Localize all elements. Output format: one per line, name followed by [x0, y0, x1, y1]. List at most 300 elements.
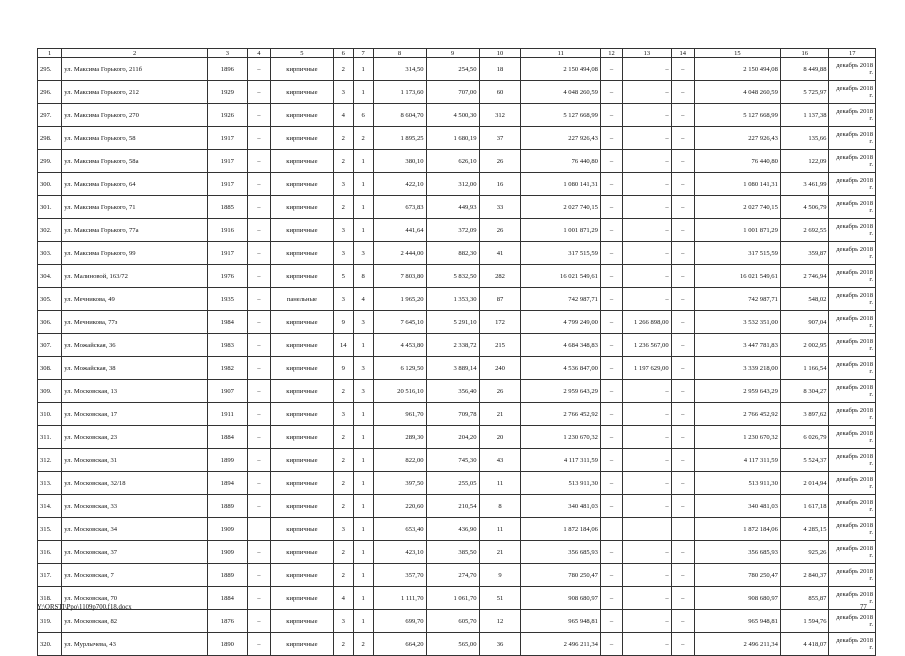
- cell-wall-material: кирпичные: [270, 104, 333, 127]
- cell-address: ул. Максима Горького, 212: [62, 81, 208, 104]
- cell-fund-cost: –: [600, 541, 622, 564]
- cell-entrances: 1: [353, 150, 373, 173]
- column-header: 5: [270, 49, 333, 58]
- cell-wall-material: кирпичные: [270, 587, 333, 610]
- cell-address: ул. Московская, 34: [62, 518, 208, 541]
- table-row: [38, 587, 876, 610]
- cell-planned-date: декабрь 2018 г.: [829, 380, 876, 403]
- cell-living-area: 274,70: [426, 564, 479, 587]
- cell-year-built: 1889: [208, 564, 248, 587]
- cell-entrances: 1: [353, 610, 373, 633]
- column-header: 7: [353, 49, 373, 58]
- cell-year-built: 1909: [208, 518, 248, 541]
- cell-living-area: 745,30: [426, 449, 479, 472]
- column-header: 4: [247, 49, 270, 58]
- cell-budget-cost: –: [623, 150, 672, 173]
- cell-planned-date: декабрь 2018 г.: [829, 357, 876, 380]
- cell-owner-cost: –: [671, 311, 694, 334]
- cell-owner-funds: 742 987,71: [694, 288, 780, 311]
- cell-cost-per-sqm: 2 840,37: [780, 564, 829, 587]
- cell-total-cost: 2 766 452,92: [521, 403, 600, 426]
- table-row: [38, 265, 876, 288]
- cell-budget-cost: –: [623, 633, 672, 656]
- cell-year-reconstruction: –: [247, 104, 270, 127]
- cell-budget-cost: 1 197 629,00: [623, 357, 672, 380]
- cell-planned-date: декабрь 2018 г.: [829, 403, 876, 426]
- cell-year-built: 1911: [208, 403, 248, 426]
- cell-address: ул. Можайская, 36: [62, 334, 208, 357]
- cell-budget-cost: –: [623, 610, 672, 633]
- cell-owner-cost: –: [671, 403, 694, 426]
- cell-owner-funds: 3 339 218,00: [694, 357, 780, 380]
- cell-total-cost: 4 117 311,59: [521, 449, 600, 472]
- cell-cost-per-sqm: 5 725,97: [780, 81, 829, 104]
- table-row: [38, 242, 876, 265]
- column-number-row: [38, 49, 876, 58]
- cell-residents: 11: [479, 472, 521, 495]
- column-header: 3: [208, 49, 248, 58]
- column-header: 6: [333, 49, 353, 58]
- cell-total-area: 7 803,80: [373, 265, 426, 288]
- cell-living-area: 255,05: [426, 472, 479, 495]
- cell-residents: 37: [479, 127, 521, 150]
- cell-owner-cost: –: [671, 334, 694, 357]
- cell-residents: 41: [479, 242, 521, 265]
- cell-year-built: 1984: [208, 311, 248, 334]
- cell-owner-funds: 2 150 494,08: [694, 58, 780, 81]
- cell-owner-funds: 317 515,59: [694, 242, 780, 265]
- cell-owner-cost: –: [671, 564, 694, 587]
- cell-fund-cost: –: [600, 610, 622, 633]
- cell-wall-material: кирпичные: [270, 426, 333, 449]
- table-row: [38, 518, 876, 541]
- cell-year-built: 1916: [208, 219, 248, 242]
- cell-fund-cost: –: [600, 495, 622, 518]
- cell-budget-cost: 1 266 898,00: [623, 311, 672, 334]
- cell-entrances: 1: [353, 81, 373, 104]
- cell-living-area: 356,40: [426, 380, 479, 403]
- cell-year-built: 1907: [208, 380, 248, 403]
- cell-year-built: 1982: [208, 357, 248, 380]
- cell-total-cost: 76 440,80: [521, 150, 600, 173]
- table-row: [38, 219, 876, 242]
- cell-wall-material: кирпичные: [270, 311, 333, 334]
- cell-total-cost: 4 536 847,00: [521, 357, 600, 380]
- cell-row-number: 305.: [38, 288, 62, 311]
- cell-address: ул. Московская, 7: [62, 564, 208, 587]
- table-row: [38, 495, 876, 518]
- cell-budget-cost: –: [623, 426, 672, 449]
- cell-row-number: 297.: [38, 104, 62, 127]
- cell-entrances: 1: [353, 587, 373, 610]
- cell-year-reconstruction: –: [247, 127, 270, 150]
- column-header: 16: [780, 49, 829, 58]
- cell-cost-per-sqm: 2 014,94: [780, 472, 829, 495]
- cell-floors: 9: [333, 311, 353, 334]
- table-row: [38, 104, 876, 127]
- cell-entrances: 4: [353, 288, 373, 311]
- cell-total-cost: 1 001 871,29: [521, 219, 600, 242]
- cell-owner-funds: 4 048 260,59: [694, 81, 780, 104]
- cell-total-cost: 227 926,43: [521, 127, 600, 150]
- table-row: [38, 81, 876, 104]
- table-row: [38, 334, 876, 357]
- cell-year-built: 1909: [208, 541, 248, 564]
- cell-year-built: 1935: [208, 288, 248, 311]
- cell-fund-cost: –: [600, 449, 622, 472]
- table-row: [38, 357, 876, 380]
- cell-wall-material: кирпичные: [270, 81, 333, 104]
- column-header: 9: [426, 49, 479, 58]
- column-header: 17: [829, 49, 876, 58]
- cell-year-built: 1917: [208, 150, 248, 173]
- cell-owner-funds: 3 532 351,00: [694, 311, 780, 334]
- cell-residents: 215: [479, 334, 521, 357]
- cell-budget-cost: –: [623, 541, 672, 564]
- cell-entrances: 8: [353, 265, 373, 288]
- document-page: [37, 48, 876, 656]
- cell-address: ул. Московская, 13: [62, 380, 208, 403]
- cell-total-area: 664,20: [373, 633, 426, 656]
- cell-year-reconstruction: –: [247, 587, 270, 610]
- cell-total-area: 20 516,10: [373, 380, 426, 403]
- cell-address: ул. Можайская, 38: [62, 357, 208, 380]
- cell-planned-date: декабрь 2018 г.: [829, 334, 876, 357]
- cell-address: ул. Московская, 32/18: [62, 472, 208, 495]
- cell-total-area: 380,10: [373, 150, 426, 173]
- cell-total-cost: 4 684 348,83: [521, 334, 600, 357]
- cell-owner-cost: –: [671, 288, 694, 311]
- cell-row-number: 317.: [38, 564, 62, 587]
- cell-fund-cost: –: [600, 265, 622, 288]
- cell-planned-date: декабрь 2018 г.: [829, 265, 876, 288]
- cell-entrances: 1: [353, 219, 373, 242]
- cell-owner-cost: –: [671, 242, 694, 265]
- cell-owner-funds: 1 080 141,31: [694, 173, 780, 196]
- table-row: [38, 403, 876, 426]
- cell-fund-cost: –: [600, 150, 622, 173]
- cell-owner-funds: 780 250,47: [694, 564, 780, 587]
- cell-address: ул. Максима Горького, 77а: [62, 219, 208, 242]
- cell-total-cost: 1 230 670,32: [521, 426, 600, 449]
- cell-owner-funds: 2 959 643,29: [694, 380, 780, 403]
- cell-living-area: 436,90: [426, 518, 479, 541]
- cell-entrances: 1: [353, 472, 373, 495]
- cell-entrances: 1: [353, 173, 373, 196]
- cell-wall-material: кирпичные: [270, 334, 333, 357]
- cell-fund-cost: –: [600, 196, 622, 219]
- cell-floors: 2: [333, 58, 353, 81]
- cell-row-number: 308.: [38, 357, 62, 380]
- cell-cost-per-sqm: 907,04: [780, 311, 829, 334]
- cell-wall-material: кирпичные: [270, 495, 333, 518]
- cell-planned-date: декабрь 2018 г.: [829, 242, 876, 265]
- cell-owner-cost: –: [671, 633, 694, 656]
- cell-fund-cost: –: [600, 380, 622, 403]
- cell-entrances: 1: [353, 403, 373, 426]
- cell-residents: 8: [479, 495, 521, 518]
- table-row: [38, 541, 876, 564]
- cell-budget-cost: –: [623, 564, 672, 587]
- cell-residents: 33: [479, 196, 521, 219]
- cell-budget-cost: –: [623, 127, 672, 150]
- cell-row-number: 312.: [38, 449, 62, 472]
- cell-total-cost: 317 515,59: [521, 242, 600, 265]
- cell-wall-material: кирпичные: [270, 196, 333, 219]
- cell-owner-funds: 2 766 452,92: [694, 403, 780, 426]
- cell-year-reconstruction: –: [247, 196, 270, 219]
- cell-budget-cost: 1 236 567,00: [623, 334, 672, 357]
- cell-budget-cost: –: [623, 380, 672, 403]
- cell-year-built: 1884: [208, 587, 248, 610]
- cell-budget-cost: –: [623, 81, 672, 104]
- cell-wall-material: кирпичные: [270, 357, 333, 380]
- cell-fund-cost: –: [600, 311, 622, 334]
- cell-address: ул. Максима Горького, 99: [62, 242, 208, 265]
- cell-planned-date: декабрь 2018 г.: [829, 610, 876, 633]
- cell-entrances: 1: [353, 196, 373, 219]
- housing-table: [37, 48, 876, 656]
- cell-total-area: 8 604,70: [373, 104, 426, 127]
- cell-fund-cost: –: [600, 633, 622, 656]
- cell-address: ул. Максима Горького, 64: [62, 173, 208, 196]
- cell-living-area: 3 889,14: [426, 357, 479, 380]
- cell-floors: 2: [333, 449, 353, 472]
- cell-living-area: 372,09: [426, 219, 479, 242]
- cell-address: ул. Максима Горького, 58: [62, 127, 208, 150]
- cell-entrances: 3: [353, 311, 373, 334]
- cell-row-number: 301.: [38, 196, 62, 219]
- cell-entrances: 1: [353, 58, 373, 81]
- cell-living-area: 4 500,30: [426, 104, 479, 127]
- cell-total-area: 289,30: [373, 426, 426, 449]
- cell-budget-cost: –: [623, 288, 672, 311]
- cell-floors: 2: [333, 495, 353, 518]
- cell-address: ул. Малиновой, 163/72: [62, 265, 208, 288]
- cell-living-area: 565,00: [426, 633, 479, 656]
- cell-floors: 4: [333, 587, 353, 610]
- cell-year-reconstruction: –: [247, 150, 270, 173]
- cell-floors: 3: [333, 403, 353, 426]
- cell-year-reconstruction: –: [247, 633, 270, 656]
- cell-fund-cost: –: [600, 587, 622, 610]
- cell-fund-cost: –: [600, 58, 622, 81]
- cell-fund-cost: –: [600, 127, 622, 150]
- cell-row-number: 311.: [38, 426, 62, 449]
- cell-entrances: 1: [353, 426, 373, 449]
- cell-year-built: 1884: [208, 426, 248, 449]
- cell-residents: 16: [479, 173, 521, 196]
- cell-owner-cost: –: [671, 219, 694, 242]
- cell-residents: 18: [479, 58, 521, 81]
- cell-owner-cost: –: [671, 449, 694, 472]
- cell-planned-date: декабрь 2018 г.: [829, 104, 876, 127]
- table-row: [38, 380, 876, 403]
- cell-wall-material: кирпичные: [270, 403, 333, 426]
- cell-owner-cost: –: [671, 58, 694, 81]
- cell-wall-material: кирпичные: [270, 58, 333, 81]
- cell-row-number: 316.: [38, 541, 62, 564]
- cell-year-built: 1894: [208, 472, 248, 495]
- cell-planned-date: декабрь 2018 г.: [829, 587, 876, 610]
- cell-year-reconstruction: –: [247, 173, 270, 196]
- cell-row-number: 302.: [38, 219, 62, 242]
- cell-residents: 172: [479, 311, 521, 334]
- cell-owner-cost: –: [671, 173, 694, 196]
- cell-year-built: 1917: [208, 173, 248, 196]
- cell-living-area: 5 291,10: [426, 311, 479, 334]
- column-header: 8: [373, 49, 426, 58]
- cell-entrances: 2: [353, 127, 373, 150]
- cell-residents: 9: [479, 564, 521, 587]
- cell-residents: 21: [479, 541, 521, 564]
- cell-cost-per-sqm: 122,09: [780, 150, 829, 173]
- cell-planned-date: декабрь 2018 г.: [829, 196, 876, 219]
- cell-address: ул. Московская, 23: [62, 426, 208, 449]
- column-header: 1: [38, 49, 62, 58]
- cell-address: ул. Московская, 82: [62, 610, 208, 633]
- cell-floors: 3: [333, 173, 353, 196]
- cell-row-number: 303.: [38, 242, 62, 265]
- cell-owner-funds: 76 440,80: [694, 150, 780, 173]
- cell-entrances: 3: [353, 380, 373, 403]
- cell-cost-per-sqm: 1 166,54: [780, 357, 829, 380]
- cell-total-cost: 4 799 249,00: [521, 311, 600, 334]
- cell-total-cost: 2 027 740,15: [521, 196, 600, 219]
- cell-year-reconstruction: –: [247, 357, 270, 380]
- cell-owner-funds: 340 481,03: [694, 495, 780, 518]
- cell-row-number: 309.: [38, 380, 62, 403]
- cell-floors: 2: [333, 472, 353, 495]
- cell-living-area: 2 338,72: [426, 334, 479, 357]
- cell-owner-funds: 1 001 871,29: [694, 219, 780, 242]
- cell-owner-funds: 2 027 740,15: [694, 196, 780, 219]
- cell-entrances: 3: [353, 242, 373, 265]
- cell-cost-per-sqm: 1 594,76: [780, 610, 829, 633]
- cell-total-area: 357,70: [373, 564, 426, 587]
- cell-total-area: 699,70: [373, 610, 426, 633]
- cell-total-cost: 5 127 668,99: [521, 104, 600, 127]
- cell-total-area: 1 111,70: [373, 587, 426, 610]
- cell-row-number: 310.: [38, 403, 62, 426]
- table-row: [38, 196, 876, 219]
- cell-floors: 4: [333, 104, 353, 127]
- cell-year-built: 1889: [208, 495, 248, 518]
- cell-planned-date: декабрь 2018 г.: [829, 150, 876, 173]
- cell-residents: 11: [479, 518, 521, 541]
- cell-planned-date: декабрь 2018 г.: [829, 173, 876, 196]
- cell-planned-date: декабрь 2018 г.: [829, 449, 876, 472]
- cell-residents: 20: [479, 426, 521, 449]
- cell-living-area: 5 832,50: [426, 265, 479, 288]
- footer-file-path: Y:\ORSTI\Ppo\1109p700.f18.docx: [37, 604, 132, 611]
- cell-total-cost: 2 150 494,08: [521, 58, 600, 81]
- cell-row-number: 295.: [38, 58, 62, 81]
- cell-total-cost: 780 250,47: [521, 564, 600, 587]
- cell-living-area: 312,00: [426, 173, 479, 196]
- cell-row-number: 306.: [38, 311, 62, 334]
- cell-total-area: 314,50: [373, 58, 426, 81]
- cell-wall-material: панельные: [270, 288, 333, 311]
- cell-fund-cost: –: [600, 472, 622, 495]
- cell-year-reconstruction: –: [247, 288, 270, 311]
- cell-year-built: 1983: [208, 334, 248, 357]
- cell-owner-cost: –: [671, 495, 694, 518]
- cell-budget-cost: –: [623, 449, 672, 472]
- cell-year-reconstruction: –: [247, 495, 270, 518]
- cell-fund-cost: –: [600, 219, 622, 242]
- cell-owner-funds: 908 680,97: [694, 587, 780, 610]
- cell-year-built: 1890: [208, 633, 248, 656]
- cell-total-cost: 340 481,03: [521, 495, 600, 518]
- cell-wall-material: кирпичные: [270, 541, 333, 564]
- cell-owner-cost: –: [671, 541, 694, 564]
- cell-wall-material: кирпичные: [270, 472, 333, 495]
- cell-year-reconstruction: –: [247, 242, 270, 265]
- cell-cost-per-sqm: 855,87: [780, 587, 829, 610]
- cell-floors: 3: [333, 610, 353, 633]
- cell-cost-per-sqm: 5 524,37: [780, 449, 829, 472]
- cell-floors: 3: [333, 288, 353, 311]
- cell-cost-per-sqm: 6 026,79: [780, 426, 829, 449]
- cell-floors: 2: [333, 127, 353, 150]
- cell-total-area: 397,50: [373, 472, 426, 495]
- cell-address: ул. Мурлычева, 43: [62, 633, 208, 656]
- cell-planned-date: декабрь 2018 г.: [829, 219, 876, 242]
- cell-residents: 312: [479, 104, 521, 127]
- cell-living-area: 882,30: [426, 242, 479, 265]
- cell-owner-funds: 3 447 781,83: [694, 334, 780, 357]
- cell-fund-cost: –: [600, 357, 622, 380]
- cell-floors: 3: [333, 518, 353, 541]
- table-row: [38, 564, 876, 587]
- cell-residents: 21: [479, 403, 521, 426]
- cell-residents: 60: [479, 81, 521, 104]
- cell-floors: 2: [333, 633, 353, 656]
- cell-year-reconstruction: –: [247, 610, 270, 633]
- cell-floors: 2: [333, 541, 353, 564]
- cell-planned-date: декабрь 2018 г.: [829, 311, 876, 334]
- cell-living-area: 707,00: [426, 81, 479, 104]
- cell-cost-per-sqm: 4 285,15: [780, 518, 829, 541]
- cell-fund-cost: [600, 518, 622, 541]
- cell-entrances: 1: [353, 334, 373, 357]
- cell-row-number: 296.: [38, 81, 62, 104]
- cell-budget-cost: –: [623, 58, 672, 81]
- column-header: 10: [479, 49, 521, 58]
- cell-address: ул. Московская, 17: [62, 403, 208, 426]
- cell-fund-cost: –: [600, 104, 622, 127]
- cell-total-area: 1 965,20: [373, 288, 426, 311]
- table-row: [38, 288, 876, 311]
- table-row: [38, 58, 876, 81]
- cell-row-number: 315.: [38, 518, 62, 541]
- cell-address: ул. Московская, 37: [62, 541, 208, 564]
- cell-living-area: 626,10: [426, 150, 479, 173]
- cell-total-cost: 908 680,97: [521, 587, 600, 610]
- cell-fund-cost: –: [600, 242, 622, 265]
- cell-row-number: 304.: [38, 265, 62, 288]
- cell-owner-cost: –: [671, 357, 694, 380]
- table-row: [38, 472, 876, 495]
- cell-residents: 26: [479, 219, 521, 242]
- table-row: [38, 610, 876, 633]
- cell-planned-date: декабрь 2018 г.: [829, 58, 876, 81]
- cell-planned-date: декабрь 2018 г.: [829, 81, 876, 104]
- cell-total-cost: 513 911,30: [521, 472, 600, 495]
- cell-total-area: 822,00: [373, 449, 426, 472]
- cell-owner-funds: 227 926,43: [694, 127, 780, 150]
